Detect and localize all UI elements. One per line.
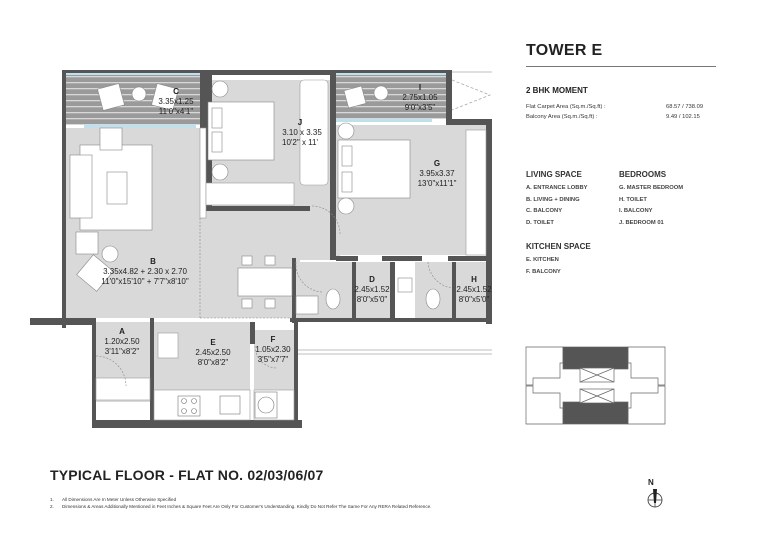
svg-text:3.10 x 3.35: 3.10 x 3.35 <box>282 128 322 137</box>
svg-text:H: H <box>471 275 477 284</box>
svg-text:8'0"x5'0": 8'0"x5'0" <box>458 295 490 304</box>
key-plan <box>526 347 665 424</box>
svg-text:B: B <box>150 257 156 266</box>
svg-text:11'0"x15'10" + 7'7"x8'10": 11'0"x15'10" + 7'7"x8'10" <box>101 277 189 286</box>
svg-text:1.20x2.50: 1.20x2.50 <box>104 337 140 346</box>
svg-text:C: C <box>173 87 179 96</box>
svg-text:3.95x3.37: 3.95x3.37 <box>419 169 455 178</box>
note-2: 2. Dimensions & Areas Additionally Mentioned in Feet Inches & Square Feet Are Only For Customer's Understanding. Kindly Do Not Refer The Same For Any RERA Related Reference. <box>50 504 432 509</box>
tower-title: TOWER E <box>526 42 603 59</box>
divider <box>526 66 716 67</box>
svg-text:3'11"x8'2": 3'11"x8'2" <box>104 347 140 356</box>
svg-text:2.45x2.50: 2.45x2.50 <box>195 348 231 357</box>
legend-living: LIVING SPACE A. ENTRANCE LOBBY B. LIVING + DINING C. BALCONY D. TOILET <box>526 170 588 226</box>
compass-label: N <box>648 478 654 487</box>
svg-text:8'0"x5'0": 8'0"x5'0" <box>356 295 388 304</box>
unit-type: 2 BHK MOMENT <box>526 86 588 95</box>
svg-text:3.35x1.25: 3.35x1.25 <box>158 97 194 106</box>
balcony-area-row: Balcony Area (Sq.m./Sq.ft) : 9.49 / 102.15 <box>526 114 700 120</box>
svg-text:E: E <box>210 338 216 347</box>
svg-text:G: G <box>433 159 441 168</box>
svg-text:10'2" x 11': 10'2" x 11' <box>282 138 318 147</box>
svg-text:F: F <box>270 335 276 344</box>
floor-plan-title: TYPICAL FLOOR - FLAT NO. 02/03/06/07 <box>50 467 324 483</box>
north-compass-icon <box>648 489 662 507</box>
svg-text:9'0"x3'5": 9'0"x3'5" <box>404 103 436 112</box>
svg-text:I: I <box>418 83 422 92</box>
legend-kitchen: KITCHEN SPACE E. KITCHEN F. BALCONY <box>526 242 591 275</box>
svg-text:A: A <box>119 327 125 336</box>
svg-text:11'0"x4'1": 11'0"x4'1" <box>158 107 194 116</box>
svg-text:J: J <box>297 118 303 127</box>
note-1: 1. All Dimensions Are In Meter Unless Otherwise Specified <box>50 497 177 502</box>
legend-bedrooms: BEDROOMS G. MASTER BEDROOM H. TOILET I. BALCONY J. BEDROOM 01 <box>619 170 684 226</box>
svg-text:13'0"x11'1": 13'0"x11'1" <box>417 179 457 188</box>
svg-text:D: D <box>369 275 375 284</box>
kitchen-appliances <box>178 392 277 418</box>
svg-text:3.35x4.82 + 2.30 x 2.70: 3.35x4.82 + 2.30 x 2.70 <box>103 267 187 276</box>
svg-text:1.05x2.30: 1.05x2.30 <box>255 345 291 354</box>
svg-text:2.45x1.52: 2.45x1.52 <box>354 285 390 294</box>
svg-text:2.75x1.05: 2.75x1.05 <box>402 93 438 102</box>
carpet-area-row: Flat Carpet Area (Sq.m./Sq.ft) : 68.57 / 738.09 <box>526 104 704 110</box>
svg-text:3'5"x7'7": 3'5"x7'7" <box>257 355 289 364</box>
svg-text:2.45x1.52: 2.45x1.52 <box>456 285 492 294</box>
svg-text:8'0"x8'2": 8'0"x8'2" <box>197 358 229 367</box>
